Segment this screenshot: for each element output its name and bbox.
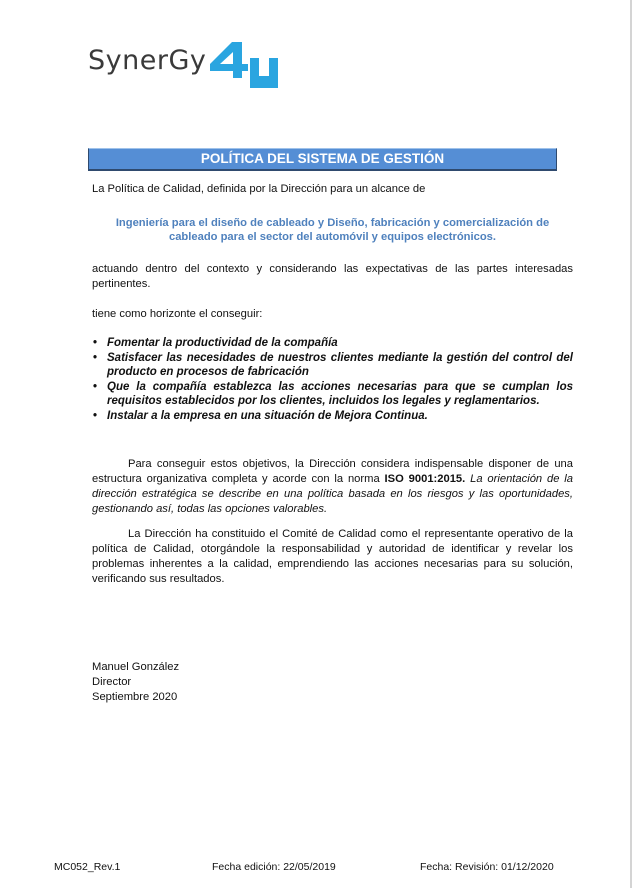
bullet-icon: • bbox=[93, 409, 98, 422]
company-logo bbox=[88, 38, 282, 88]
scope-line-1: Ingeniería para el diseño de cableado y Diseño, fabricación y comercialización de bbox=[115, 217, 550, 229]
objective-item: • Fomentar la productividad de la compañía bbox=[93, 337, 338, 349]
scope-line-2: cableado para el sector del automóvil y equipos electrónicos. bbox=[168, 231, 497, 243]
intro-text: La Política de Calidad, definida por la Dirección para un alcance de bbox=[92, 183, 426, 195]
iso-standard: ISO 9001:2015. bbox=[384, 473, 466, 485]
signature-date: Septiembre 2020 bbox=[92, 691, 178, 703]
horizon-text: tiene como horizonte el conseguir: bbox=[92, 308, 263, 320]
bullet-icon: • bbox=[93, 337, 98, 349]
bullet-icon: • bbox=[93, 351, 98, 364]
scope-statement bbox=[92, 216, 573, 244]
context-text: actuando dentro del contexto y considerando las expectativas de las partes interesadas pertinentes. bbox=[92, 263, 573, 290]
objective-item: • Satisfacer las necesidades de nuestros clientes mediante la gestión del control del producto en procesos de fabricación bbox=[93, 351, 573, 379]
signatory-role: Director bbox=[92, 676, 132, 688]
signatory-name: Manuel González bbox=[92, 661, 180, 673]
page-title: POLÍTICA DEL SISTEMA DE GESTIÓN bbox=[88, 148, 557, 171]
committee-paragraph: La Dirección ha constituido el Comité de Calidad como el representante operativo de la política de Calidad, otorgándole la responsabilidad y autoridad de identificar y revelar los problemas inherentes a la calidad, emprendiendo las acciones necesarias para su solución, verificando sus resultados. bbox=[92, 528, 573, 585]
revision-date: Fecha: Revisión: 01/12/2020 bbox=[420, 861, 554, 873]
objectives-list bbox=[92, 336, 573, 424]
objective-item: • Instalar a la empresa en una situación de Mejora Continua. bbox=[93, 409, 428, 422]
iso-paragraph: Para conseguir estos objetivos, la Dirección considera indispensable disponer de una estructura organizativa completa y acorde con la norma ISO 9001:2015. La orientación de la dirección estratégica se describe en una política basada en los riesgos y las oportunidades, gestionando así, todas las opciones valorables. bbox=[92, 458, 573, 515]
edition-date: Fecha edición: 22/05/2019 bbox=[212, 861, 336, 873]
logo-4u-icon bbox=[208, 40, 282, 88]
logo-text: SynerGy bbox=[88, 45, 207, 76]
bullet-icon: • bbox=[93, 380, 98, 393]
signature-block bbox=[92, 660, 573, 705]
document-code: MC052_Rev.1 bbox=[54, 861, 121, 873]
objective-item: • Que la compañía establezca las acciones necesarias para que se cumplan los requisitos establecidos por los clientes, incluidos los legales y reglamentarios. bbox=[93, 380, 573, 408]
